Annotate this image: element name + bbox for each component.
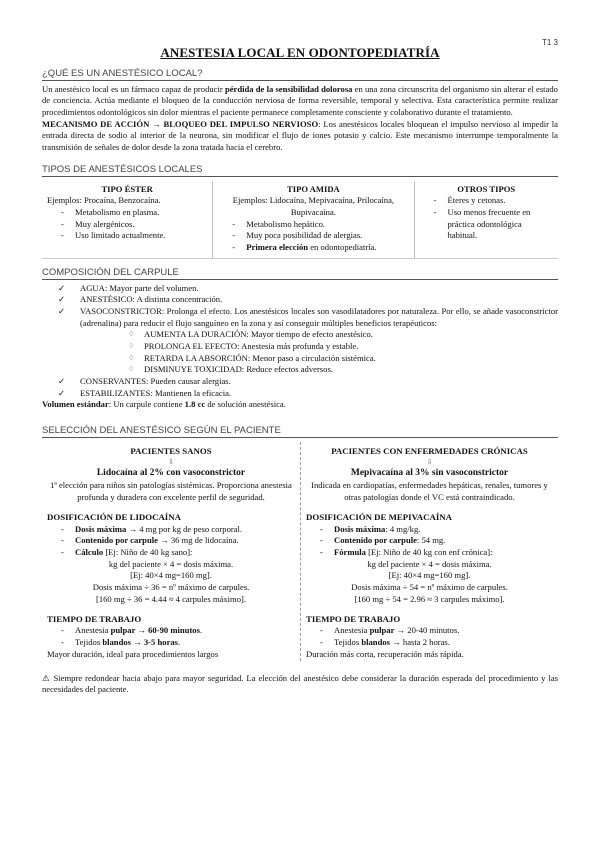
text: en odontopediatría.: [308, 241, 377, 252]
list-item: [58, 388, 558, 400]
list-item: [65, 547, 295, 559]
calc-line: kg del paciente × 4 = dosis máxima.: [367, 558, 492, 569]
text: [Ej: Niño de 40 kg con enf crónica]:: [365, 547, 493, 558]
calc-line: kg del paciente × 4 = dosis máxima.: [108, 558, 234, 569]
calc-line: Dosis máxima ÷ 36 = nº máximo de carpules.: [92, 582, 250, 593]
healthy-patients-column: [42, 442, 300, 661]
calc-line: [Ej: 40×4 mg=160 mg].: [130, 570, 212, 581]
list-item: [58, 376, 558, 388]
text: PROLONGA EL EFECTO: Anestesia más profunda y estable.: [144, 340, 359, 351]
text: : 54 mg.: [416, 535, 446, 546]
text: → 4 mg por kg de peso corporal.: [126, 523, 243, 534]
type-ester-column: [42, 181, 212, 258]
amida-list: [218, 219, 408, 254]
definition-paragraph: [42, 84, 558, 119]
list-item: - Metabolismo en plasma.: [65, 207, 207, 219]
calc-line: [Ej: 40×4 mg=160 mg].: [388, 570, 471, 581]
section-heading-selection: SELECCIÓN DEL ANESTÉSICO SEGÚN EL PACIENTE: [42, 425, 558, 438]
anesthetic-choice: Lidocaína al 2% con vasoconstrictor: [96, 468, 246, 479]
list-item: [65, 637, 295, 649]
text: RETARDA LA ABSORCIÓN: Menor paso a circulación sistémica.: [144, 352, 376, 363]
list-item: [324, 637, 553, 649]
list-item: [58, 294, 558, 306]
choice-description: 1ª elección para niños sin patologías sistémicas. Proporciona anestesia profunda y duradera con excelente perfil de seguridad.: [50, 480, 292, 503]
text: Tejidos: [75, 637, 103, 648]
emphasis: pulpar: [369, 625, 395, 636]
calc-line: [160 mg ÷ 36 = 4.44 ≈ 4 carpules máximo].: [95, 593, 247, 604]
otros-list: [420, 195, 553, 242]
page-title: ANESTESIA LOCAL EN ODONTOPEDIATRÍA: [160, 45, 440, 60]
column-title: OTROS TIPOS: [457, 183, 516, 194]
text: → hasta 2 horas.: [390, 637, 450, 648]
text: Anestesia: [334, 625, 370, 636]
emphasis: Dosis máxima: [75, 523, 127, 534]
text: en una zona circunscrita del organismo sin alterar el estado de conciencia. Actúa mediante el bloqueo de la conducción nerviosa de forma reversible, temporal y selectiva. Esta característica permite realizar procedimientos odontológicos sin dolor mientras el paciente permanece completamente consciente y colaborativo durante el tratamiento.: [42, 83, 558, 117]
volume-note: [42, 399, 558, 411]
document-page: [42, 30, 558, 696]
benefits-list: [80, 329, 558, 376]
emphasis: 1.8 cc: [184, 399, 206, 410]
diamond-bullet-icon: ♢: [128, 341, 135, 350]
examples: Ejemplos: Lidocaína, Mepivacaína, Prilocaína, Bupivacaína.: [232, 195, 395, 217]
text: : Los anestésicos locales bloquean el impulso nervioso al impedir la entrada directa de sodio al interior de la neurona, sin modificar el flujo de iones potasio y calcio. Este mecanismo interrumpe temporalmente la transmisión de señales de dolor desde la zona tratada hacia el cerebro.: [42, 118, 558, 152]
text: .: [199, 625, 203, 636]
mechanism-label: MECANISMO DE ACCIÓN → BLOQUEO DEL IMPULSO NERVIOSO: [42, 118, 319, 129]
mechanism-paragraph: [42, 119, 558, 154]
check-icon: ✓: [58, 294, 66, 305]
page-number: T1 3: [541, 38, 558, 47]
text: de solución anestésica.: [205, 399, 286, 410]
text: → 20-40 minutos.: [394, 625, 460, 636]
work-time-list: [306, 625, 553, 648]
work-time-title: TIEMPO DE TRABAJO: [47, 613, 142, 624]
diamond-bullet-icon: ♢: [128, 330, 135, 339]
list-item: [324, 535, 553, 547]
dosage-title: DOSIFICACIÓN DE MEPIVACAÍNA: [306, 511, 452, 522]
selection-table: [42, 442, 558, 661]
text: ANESTÉSICO: A distinta concentración.: [80, 294, 223, 305]
list-item: [128, 341, 558, 353]
column-title: PACIENTES CON ENFERMEDADES CRÓNICAS: [331, 445, 528, 456]
arrow-down-icon: ⇩: [168, 457, 174, 466]
list-item: [324, 625, 553, 637]
text: Tejidos: [334, 637, 362, 648]
list-item: - Muy alergénicos.: [65, 219, 207, 231]
text: AGUA: Mayor parte del volumen.: [80, 282, 199, 293]
list-item: - Uso menos frecuente en práctica odontológica habitual.: [438, 207, 553, 242]
column-title: TIPO ÉSTER: [101, 183, 153, 194]
types-table: [42, 181, 558, 259]
section-heading-composition: COMPOSICIÓN DEL CARPULE: [42, 267, 558, 280]
arrow-down-icon: ⇩: [426, 457, 433, 466]
dosage-title: DOSIFICACIÓN DE LIDOCAÍNA: [47, 511, 181, 522]
calc-line: Dosis máxima ÷ 54 = nº máximo de carpules.: [351, 582, 508, 593]
list-item: - Metabolismo hepático.: [236, 219, 408, 231]
emphasis: Volumen estándar: [42, 399, 109, 410]
emphasis: pérdida de la sensibilidad dolorosa: [224, 83, 353, 94]
text: CONSERVANTES: Pueden causar alergias.: [80, 376, 231, 387]
text: AUMENTA LA DURACIÓN: Mayor tiempo de efecto anestésico.: [144, 329, 373, 340]
emphasis: Primera elección: [246, 241, 309, 252]
section-heading-definition: ¿QUÉ ES UN ANESTÉSICO LOCAL?: [42, 68, 558, 81]
list-item: [65, 535, 295, 547]
list-item: [58, 306, 558, 376]
work-time-list: [47, 625, 295, 648]
text: Un anestésico local es un fármaco capaz de producir: [42, 83, 225, 94]
list-item: [128, 353, 558, 365]
check-icon: ✓: [58, 376, 66, 387]
list-item: [65, 524, 295, 536]
column-title: PACIENTES SANOS: [130, 445, 212, 456]
emphasis: Dosis máxima: [334, 523, 386, 534]
text: DISMINUYE TOXICIDAD: Reduce efectos adversos.: [144, 364, 333, 375]
list-item: [324, 524, 553, 536]
composition-list: [42, 283, 558, 400]
anesthetic-choice: Mepivacaína al 3% sin vasoconstrictor: [350, 468, 509, 479]
ester-list: [47, 207, 207, 242]
text: : Un carpule contiene: [108, 399, 185, 410]
list-item: [128, 329, 558, 341]
chronic-patients-column: [300, 442, 558, 661]
text: ESTABILIZANTES: Mantienen la eficacia.: [80, 387, 232, 398]
list-item: - Éteres y cetonas.: [438, 195, 553, 207]
check-icon: ✓: [58, 282, 66, 293]
text: → 36 mg de lidocaína.: [157, 535, 239, 546]
text: : 4 mg/kg.: [385, 523, 421, 534]
column-title: TIPO AMIDA: [287, 183, 340, 194]
warning-note: ⚠ Siempre redondear hacia abajo para mayor seguridad. La elección del anestésico debe considerar la duración esperada del procedimiento y las necesidades del paciente.: [42, 672, 558, 695]
emphasis: blandos: [361, 637, 390, 648]
emphasis: blandos → 3-5 horas: [102, 637, 179, 648]
list-item: [58, 283, 558, 295]
work-time-title: TIEMPO DE TRABAJO: [306, 613, 401, 624]
text: .: [178, 637, 181, 648]
diamond-bullet-icon: ♢: [128, 365, 135, 374]
work-time-note: Mayor duración, ideal para procedimientos largos: [47, 648, 219, 659]
dosage-list: [306, 524, 553, 559]
diamond-bullet-icon: ♢: [128, 353, 135, 362]
text: Anestesia: [75, 625, 111, 636]
list-item: - Uso limitado actualmente.: [65, 230, 207, 242]
emphasis: Fórmula: [334, 547, 366, 558]
emphasis: Cálculo: [75, 547, 104, 558]
list-item: [128, 364, 558, 376]
list-item: - Muy poca posibilidad de alergias.: [236, 230, 408, 242]
type-amida-column: [212, 181, 413, 258]
examples: Ejemplos: Procaína, Benzocaína.: [47, 195, 161, 206]
list-item: [324, 547, 553, 559]
choice-description: Indicada en cardiopatías, enfermedades hepáticas, renales, tumores y otras patologías donde el VC está contraindicado.: [311, 480, 548, 503]
dosage-list: [47, 524, 295, 559]
work-time-note: Duración más corta, recuperación más rápida.: [306, 648, 464, 659]
check-icon: ✓: [58, 387, 66, 398]
check-icon: ✓: [58, 305, 66, 316]
list-item: [65, 625, 295, 637]
text: [Ej: Niño de 40 kg sano]:: [103, 547, 193, 558]
section-heading-types: TIPOS DE ANESTÉSICOS LOCALES: [42, 164, 558, 177]
list-item: [236, 242, 408, 254]
calc-line: [160 mg ÷ 54 = 2.96 ≈ 3 carpules máximo].: [354, 593, 505, 604]
text: VASOCONSTRICTOR: Prolonga el efecto. Los anestésicos locales son vasodilatadores por naturaleza. Por ello, se añade vasoconstrictor (adrenalina) para reducir el flujo sanguíneo en la zona y así conseguir múltiples beneficios terapéuticos:: [80, 305, 558, 328]
emphasis: Contenido por carpule: [75, 535, 158, 546]
emphasis: Contenido por carpule: [334, 535, 417, 546]
type-otros-column: [414, 181, 558, 258]
emphasis: pulpar → 60-90 minutos: [110, 625, 200, 636]
